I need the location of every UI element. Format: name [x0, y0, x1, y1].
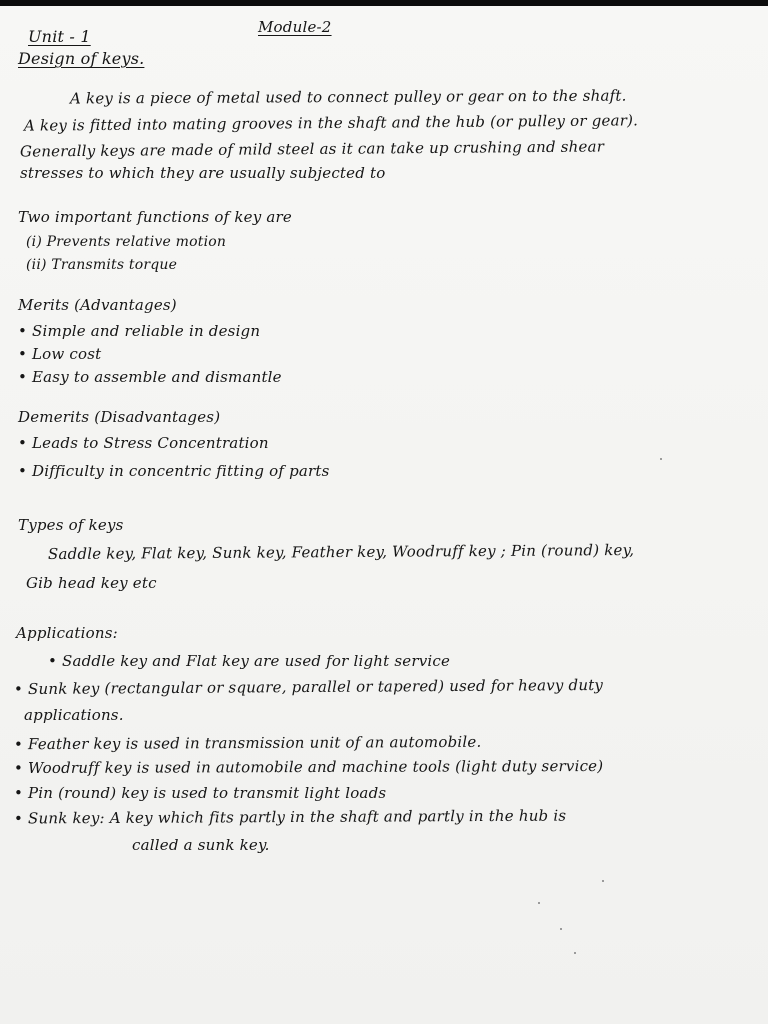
demerit-item-2: • Difficulty in concentric fitting of parts — [18, 462, 330, 480]
merits-title: Merits (Advantages) — [18, 296, 177, 314]
paper-speck — [560, 928, 562, 930]
intro-line-2: A key is fitted into mating grooves in the shaft and the hub (or pulley or gear). — [23, 111, 639, 135]
application-line-5: • Woodruff key is used in automobile and machine tools (light duty service) — [13, 756, 604, 778]
applications-title: Applications: — [16, 624, 118, 642]
section-heading: Design of keys. — [18, 49, 145, 68]
demerits-title: Demerits (Disadvantages) — [18, 408, 221, 426]
paper-speck — [602, 880, 604, 882]
types-line-1: Saddle key, Flat key, Sunk key, Feather key, Woodruff key ; Pin (round) key, — [47, 540, 635, 564]
intro-line-4: stresses to which they are usually subjected to — [20, 164, 386, 182]
page-top-edge — [0, 0, 768, 6]
intro-line-1: A key is a piece of metal used to connect pulley or gear on to the shaft. — [69, 86, 627, 108]
application-line-8: called a sunk key. — [132, 836, 270, 854]
module-label: Module-2 — [258, 18, 332, 36]
functions-title: Two important functions of key are — [18, 208, 292, 226]
types-line-2: Gib head key etc — [26, 574, 157, 592]
paper-speck — [538, 902, 540, 904]
application-line-3: applications. — [24, 706, 124, 724]
application-line-6: • Pin (round) key is used to transmit light loads — [14, 784, 387, 802]
paper-speck — [660, 458, 662, 460]
application-line-2: • Sunk key (rectangular or square, parallel or tapered) used for heavy duty — [13, 675, 604, 699]
demerit-item-1: • Leads to Stress Concentration — [18, 434, 269, 452]
function-item-1: (i) Prevents relative motion — [26, 234, 227, 250]
application-line-4: • Feather key is used in transmission unit of an automobile. — [13, 732, 482, 754]
application-line-1: • Saddle key and Flat key are used for light service — [48, 652, 451, 670]
merit-item-1: • Simple and reliable in design — [18, 322, 261, 340]
function-item-2: (ii) Transmits torque — [26, 257, 178, 273]
types-title: Types of keys — [18, 516, 124, 534]
unit-label: Unit - 1 — [28, 27, 91, 46]
merit-item-3: • Easy to assemble and dismantle — [18, 368, 282, 386]
intro-line-3: Generally keys are made of mild steel as it can take up crushing and shear — [19, 137, 605, 161]
paper-speck — [574, 952, 576, 954]
merit-item-2: • Low cost — [18, 345, 102, 363]
application-line-7: • Sunk key: A key which fits partly in the shaft and partly in the hub is — [13, 806, 567, 828]
